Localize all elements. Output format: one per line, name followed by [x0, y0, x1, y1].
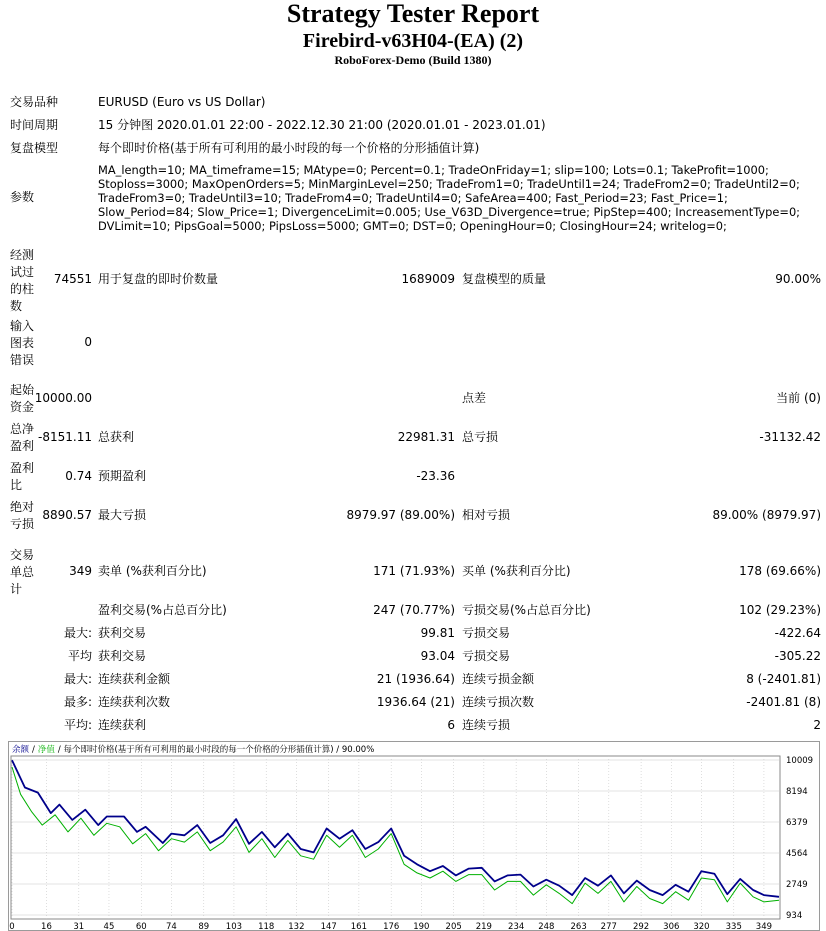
y-tick-label: 934	[786, 911, 803, 921]
legend-sep: /	[32, 745, 35, 755]
model-label: 复盘模型	[10, 141, 59, 155]
net-profit-value: -8151.11	[38, 430, 92, 444]
abs-drawdown-label: 绝对亏损	[10, 500, 35, 531]
expected-payoff-label: 预期盈利	[98, 469, 147, 483]
rel-drawdown-value: 89.00% (8979.97)	[712, 508, 821, 522]
quality-value: 90.00%	[775, 272, 821, 286]
row2-prefix: 平均	[67, 649, 92, 663]
profit-factor-value: 0.74	[65, 469, 92, 483]
quality-label: 复盘模型的质量	[462, 272, 547, 286]
y-tick-label: 2749	[786, 880, 808, 890]
row4-label2: 连续亏损次数	[462, 695, 535, 709]
x-tick-label: 205	[445, 922, 462, 931]
x-tick-label: 89	[198, 922, 210, 931]
y-tick-label: 8194	[786, 787, 808, 797]
spread-label: 点差	[462, 391, 487, 405]
symbol-value: EURUSD (Euro vs US Dollar)	[98, 95, 266, 109]
gross-loss-value: -31132.42	[759, 430, 821, 444]
abs-drawdown-value: 8890.57	[42, 508, 92, 522]
params-value: MA_length=10; MA_timeframe=15; MAtype=0; Percent=0.1; TradeOnFriday=1; slip=100; Lots=0.1; TakeProfit=1000; Stoploss=3000; MaxOpenOrders=5; MinMarginLevel=250; TradeFrom1=0; TradeUntil1=24; TradeFrom2=0; TradeUntil2=0; TradeFrom3=0; TradeUntil3=10; TradeFrom4=0; TradeUntil4=0; SafeArea=400; Fast_Period=23; Fast_Price=1; Slow_Period=84; Slow_Price=1; DivergenceLimit=0.005; Use_V63D_Divergence=true; PipStep=400; IncreasementType=0; DVLimit=10; PipsGoal=5000; PipsLoss=5000; GMT=0; DST=0; OpeningHour=0; ClosingHour=24; writelog=0;	[98, 163, 801, 233]
spread-value: 当前 (0)	[776, 391, 821, 405]
x-tick-label: 31	[73, 922, 85, 931]
report-title: Strategy Tester Report	[286, 0, 540, 28]
profit-trades-value: 247 (70.77%)	[373, 603, 455, 617]
x-tick-label: 277	[600, 922, 617, 931]
x-tick-label: 132	[288, 922, 305, 931]
bars-value: 74551	[53, 272, 92, 286]
deposit-label: 起始资金	[10, 383, 35, 414]
total-trades-value: 349	[69, 564, 92, 578]
long-positions-value: 178 (69.66%)	[739, 564, 821, 578]
x-tick-label: 234	[508, 922, 525, 931]
params-label: 参数	[10, 190, 35, 204]
expert-name: Firebird-v63H04-(EA) (2)	[302, 30, 524, 52]
server-build: RoboForex-Demo (Build 1380)	[334, 53, 492, 67]
row1-prefix: 最大:	[63, 626, 92, 640]
loss-trades-value: 102 (29.23%)	[739, 603, 821, 617]
x-tick-label: 60	[135, 922, 147, 931]
row4-value2: -2401.81 (8)	[746, 695, 821, 709]
row5-value2: 2	[813, 718, 821, 732]
period-label: 时间周期	[10, 118, 59, 132]
row1-value1: 99.81	[420, 626, 455, 640]
chart-legend	[12, 744, 374, 755]
rel-drawdown-label: 相对亏损	[462, 508, 511, 522]
gross-profit-value: 22981.31	[397, 430, 455, 444]
max-drawdown-label: 最大亏损	[98, 508, 147, 522]
x-tick-label: 248	[538, 922, 555, 931]
short-positions-value: 171 (71.93%)	[373, 564, 455, 578]
profit-trades-label: 盈利交易(%占总百分比)	[98, 603, 227, 617]
ticks-value: 1689009	[401, 272, 455, 286]
row5-value1: 6	[447, 718, 455, 732]
x-tick-label: 147	[320, 922, 337, 931]
x-tick-label: 0	[9, 922, 15, 931]
profit-factor-label: 盈利比	[10, 461, 35, 492]
y-tick-label: 4564	[786, 849, 808, 859]
x-tick-label: 320	[693, 922, 710, 931]
x-tick-label: 349	[755, 922, 773, 931]
row3-value1: 21 (1936.64)	[376, 672, 455, 686]
row5-prefix: 平均:	[63, 718, 92, 732]
mismatch-label: 输入图表错误	[10, 319, 35, 367]
row2-label2: 亏损交易	[462, 649, 511, 663]
x-tick-label: 16	[41, 922, 52, 931]
row3-label1: 连续获利金额	[98, 672, 171, 686]
row4-prefix: 最多:	[63, 695, 92, 709]
symbol-label: 交易品种	[10, 95, 59, 109]
row2-label1: 获利交易	[98, 649, 147, 663]
deposit-value: 10000.00	[34, 391, 92, 405]
x-tick-label: 176	[383, 922, 400, 931]
x-tick-label: 45	[103, 922, 115, 931]
short-positions-label: 卖单 (%获利百分比)	[98, 564, 207, 578]
row2-value1: 93.04	[420, 649, 455, 663]
gross-loss-label: 总亏损	[462, 430, 499, 444]
long-positions-label: 买单 (%获利百分比)	[462, 564, 571, 578]
legend-equity: 净值	[37, 745, 55, 755]
total-trades-label: 交易单总计	[10, 548, 35, 596]
row4-value1: 1936.64 (21)	[376, 695, 455, 709]
x-tick-label: 74	[166, 922, 177, 931]
x-tick-label: 335	[725, 922, 742, 931]
bars-label: 经测试过的柱数	[10, 248, 35, 313]
x-tick-label: 118	[258, 922, 275, 931]
legend-rest: / 每个即时价格(基于所有可利用的最小时段的每一个价格的分形插值计算) / 90.00%	[57, 745, 375, 755]
ticks-label: 用于复盘的即时价数量	[98, 272, 219, 286]
max-drawdown-value: 8979.97 (89.00%)	[346, 508, 455, 522]
expected-payoff-value: -23.36	[416, 469, 455, 483]
row3-label2: 连续亏损金额	[462, 672, 535, 686]
gross-profit-label: 总获利	[98, 430, 135, 444]
net-profit-label: 总净盈利	[10, 422, 35, 453]
x-tick-label: 103	[225, 922, 243, 931]
y-tick-label: 10009	[786, 756, 814, 766]
row5-label1: 连续获利	[98, 718, 147, 732]
model-value: 每个即时价格(基于所有可利用的最小时段的每一个价格的分形插值计算)	[98, 141, 480, 155]
balance-chart	[8, 741, 820, 931]
row5-label2: 连续亏损	[462, 718, 511, 732]
x-tick-label: 292	[632, 922, 650, 931]
row1-label1: 获利交易	[98, 626, 147, 640]
x-tick-label: 190	[413, 922, 430, 931]
mismatch-value: 0	[84, 335, 92, 349]
y-tick-label: 6379	[786, 818, 808, 828]
row2-value2: -305.22	[774, 649, 821, 663]
x-tick-label: 161	[350, 922, 367, 931]
period-value: 15 分钟图 2020.01.01 22:00 - 2022.12.30 21:00 (2020.01.01 - 2023.01.01)	[98, 118, 546, 132]
x-tick-label: 263	[570, 922, 587, 931]
x-tick-label: 306	[663, 922, 680, 931]
row3-value2: 8 (-2401.81)	[746, 672, 821, 686]
legend-balance: 余额	[12, 745, 30, 755]
x-tick-label: 219	[475, 922, 492, 931]
loss-trades-label: 亏损交易(%占总百分比)	[462, 603, 591, 617]
row4-label1: 连续获利次数	[98, 695, 171, 709]
row1-label2: 亏损交易	[462, 626, 511, 640]
row3-prefix: 最大:	[63, 672, 92, 686]
row1-value2: -422.64	[774, 626, 821, 640]
